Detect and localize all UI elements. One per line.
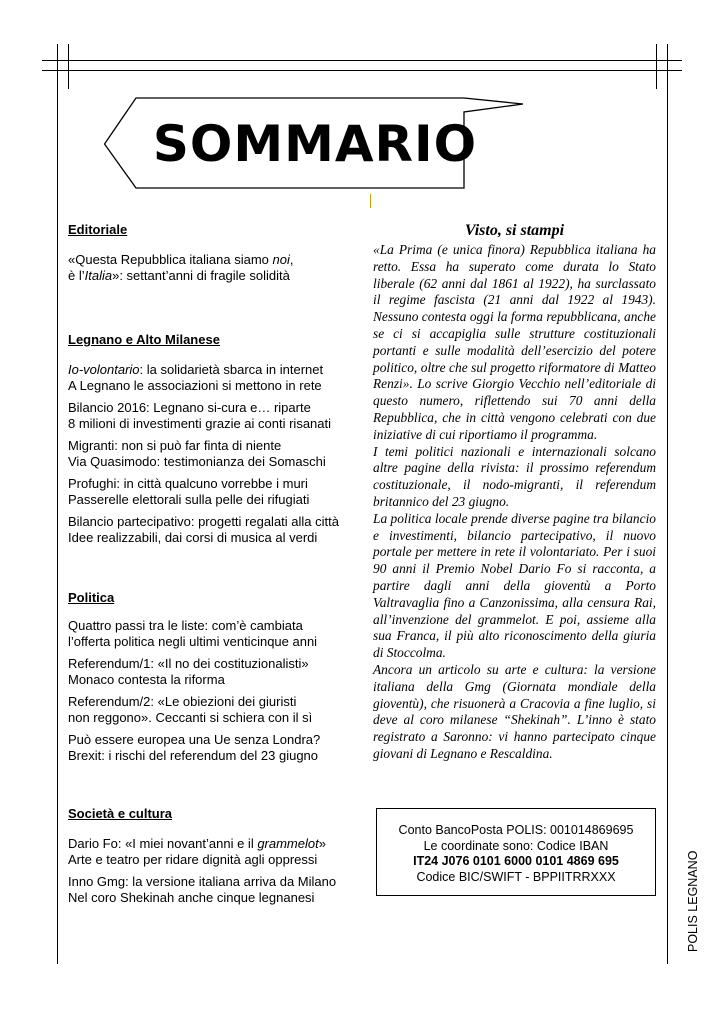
toc-entry-line: l’offerta politica negli ultimi venticinque anni <box>68 634 318 649</box>
section-heading: Società e cultura <box>68 806 173 821</box>
toc-entry-line: Via Quasimodo: testimonianza dei Somaschi <box>68 454 326 469</box>
toc-entry <box>68 732 358 764</box>
toc-entry-line: non reggono». Ceccanti si schiera con il sì <box>68 710 313 725</box>
toc-entry <box>68 514 358 546</box>
toc-entry-line: «Questa Repubblica italiana siamo noi, <box>68 252 294 267</box>
toc-entry-line: Bilancio 2016: Legnano si-cura e… riparte <box>68 400 311 415</box>
side-label: POLIS LEGNANO <box>686 850 700 952</box>
editorial-paragraph: Ancora un articolo su arte e cultura: la versione italiana della Gmg (Giornata mondiale della gioventù), che risuonerà a Cracovia a fine luglio, si deve al coro milanese “Shekinah”. L’inno è stato registrato a Saronno: vi hanno partecipato cinque giovani di Legnano e Rescaldina. <box>373 661 656 761</box>
toc-entry <box>68 476 358 508</box>
frame-right-vertical-inner <box>656 44 657 89</box>
toc-entry <box>68 656 358 688</box>
toc-entry-line: Profughi: in città qualcuno vorrebbe i muri <box>68 476 308 491</box>
frame-top-line-1 <box>42 60 682 61</box>
toc-entry-line: Bilancio partecipativo: progetti regalati alla città <box>68 514 339 529</box>
editorial-paragraph: La politica locale prende diverse pagine tra bilancio e investimenti, bilancio partecipativo, il nuovo portale per mettere in rete il volontariato. Per i suoi 90 anni il Premio Nobel Dario Fo si racconta, a partire dagli anni della gioventù a Porto Valtravaglia fino a Canzonissima, alla censura Rai, all’invenzione del grammelot. E poi, assieme alla sua Franca, il più alto riconoscimento della giuria di Stoccolma. <box>373 510 656 661</box>
toc-entry <box>68 252 358 284</box>
text-cursor-mark <box>370 194 371 208</box>
toc-entry-line: Passerelle elettorali sulla pelle dei rifugiati <box>68 492 310 507</box>
bank-info-box <box>376 808 656 896</box>
toc-entry-line: 8 milioni di investimenti grazie ai conti risanati <box>68 416 332 431</box>
toc-entry <box>68 618 358 650</box>
toc-entry <box>68 362 358 394</box>
toc-entry-line: Inno Gmg: la versione italiana arriva da Milano <box>68 874 337 889</box>
frame-top-line-2 <box>42 70 682 71</box>
section-heading: Editoriale <box>68 222 128 237</box>
toc-entry-line: Referendum/2: «Le obiezioni dei giuristi <box>68 694 297 709</box>
toc-entry <box>68 836 358 868</box>
editorial-paragraph: «La Prima (e unica finora) Repubblica italiana ha retto. Essa ha superato come durata lo Stato liberale (62 anni dal 1861 al 1922), ha surclassato il regime fascista (21 anni dal 1922 al 1943). Nessuno contesta oggi la forma repubblicana, anche se ci si accapiglia sulle strutture costituzionali portanti e sulle modalità dell’esercizio del potere politico, oltre che sul progetto riformatore di Matteo Renzi». Lo scrive Giorgio Vecchio nell’editoriale di questo numero, riflettendo sui 70 anni della Repubblica, che in città vengono celebrati con due iniziative di cui riportiamo il programma. <box>373 242 656 442</box>
editorial-title: Visto, si stampi <box>464 222 565 239</box>
frame-left-vertical-outer <box>57 44 58 964</box>
toc-entry-line: Nel coro Shekinah anche cinque legnanesi <box>68 890 315 905</box>
section-heading: Legnano e Alto Milanese <box>68 332 220 347</box>
toc-entry-line: Può essere europea una Ue senza Londra? <box>68 732 321 747</box>
toc-entry-line: Dario Fo: «I miei novant’anni e il grammelot» <box>68 836 326 851</box>
frame-right-vertical-outer <box>667 44 668 964</box>
toc-entry-line: Io-volontario: la solidarietà sbarca in internet <box>68 362 324 377</box>
toc-entry-line: è l’Italia»: settant’anni di fragile solidità <box>68 268 290 283</box>
toc-entry-line: Arte e teatro per ridare dignità agli oppressi <box>68 852 318 867</box>
bank-bic-line: Codice BIC/SWIFT - BPPIITRRXXX <box>416 869 616 884</box>
bank-iban-label: Le coordinate sono: Codice IBAN <box>423 838 609 853</box>
bank-account-line: Conto BancoPosta POLIS: 001014869695 <box>398 823 634 837</box>
toc-entry-line: Migranti: non si può far finta di niente <box>68 438 282 453</box>
toc-entry <box>68 438 358 470</box>
toc-entry <box>68 694 358 726</box>
toc-entry-line: Quattro passi tra le liste: com’è cambiata <box>68 618 303 633</box>
toc-entry <box>68 874 358 906</box>
toc-entry-line: Monaco contesta la riforma <box>68 672 225 687</box>
toc-entry-line: Brexit: i rischi del referendum del 23 giugno <box>68 748 319 763</box>
frame-left-vertical-inner <box>68 44 69 89</box>
section-heading: Politica <box>68 590 115 605</box>
toc-entry-line: Idee realizzabili, dai corsi di musica al verdi <box>68 530 318 545</box>
table-of-contents <box>68 222 358 906</box>
toc-entry-line: A Legnano le associazioni si mettono in rete <box>68 378 322 393</box>
editorial-body <box>373 242 656 763</box>
bank-iban-code: IT24 J076 0101 6000 0101 4869 695 <box>413 854 619 868</box>
editorial-summary <box>373 222 656 763</box>
page-title: SOMMARIO <box>152 115 478 173</box>
editorial-paragraph: I temi politici nazionali e internazionali solcano altre pagine della rivista: il prossimo referendum costituzionale, il nodo-migranti, il referendum britannico del 23 giugno. <box>373 443 656 509</box>
toc-entry <box>68 400 358 432</box>
toc-entry-line: Referendum/1: «Il no dei costituzionalisti» <box>68 656 309 671</box>
